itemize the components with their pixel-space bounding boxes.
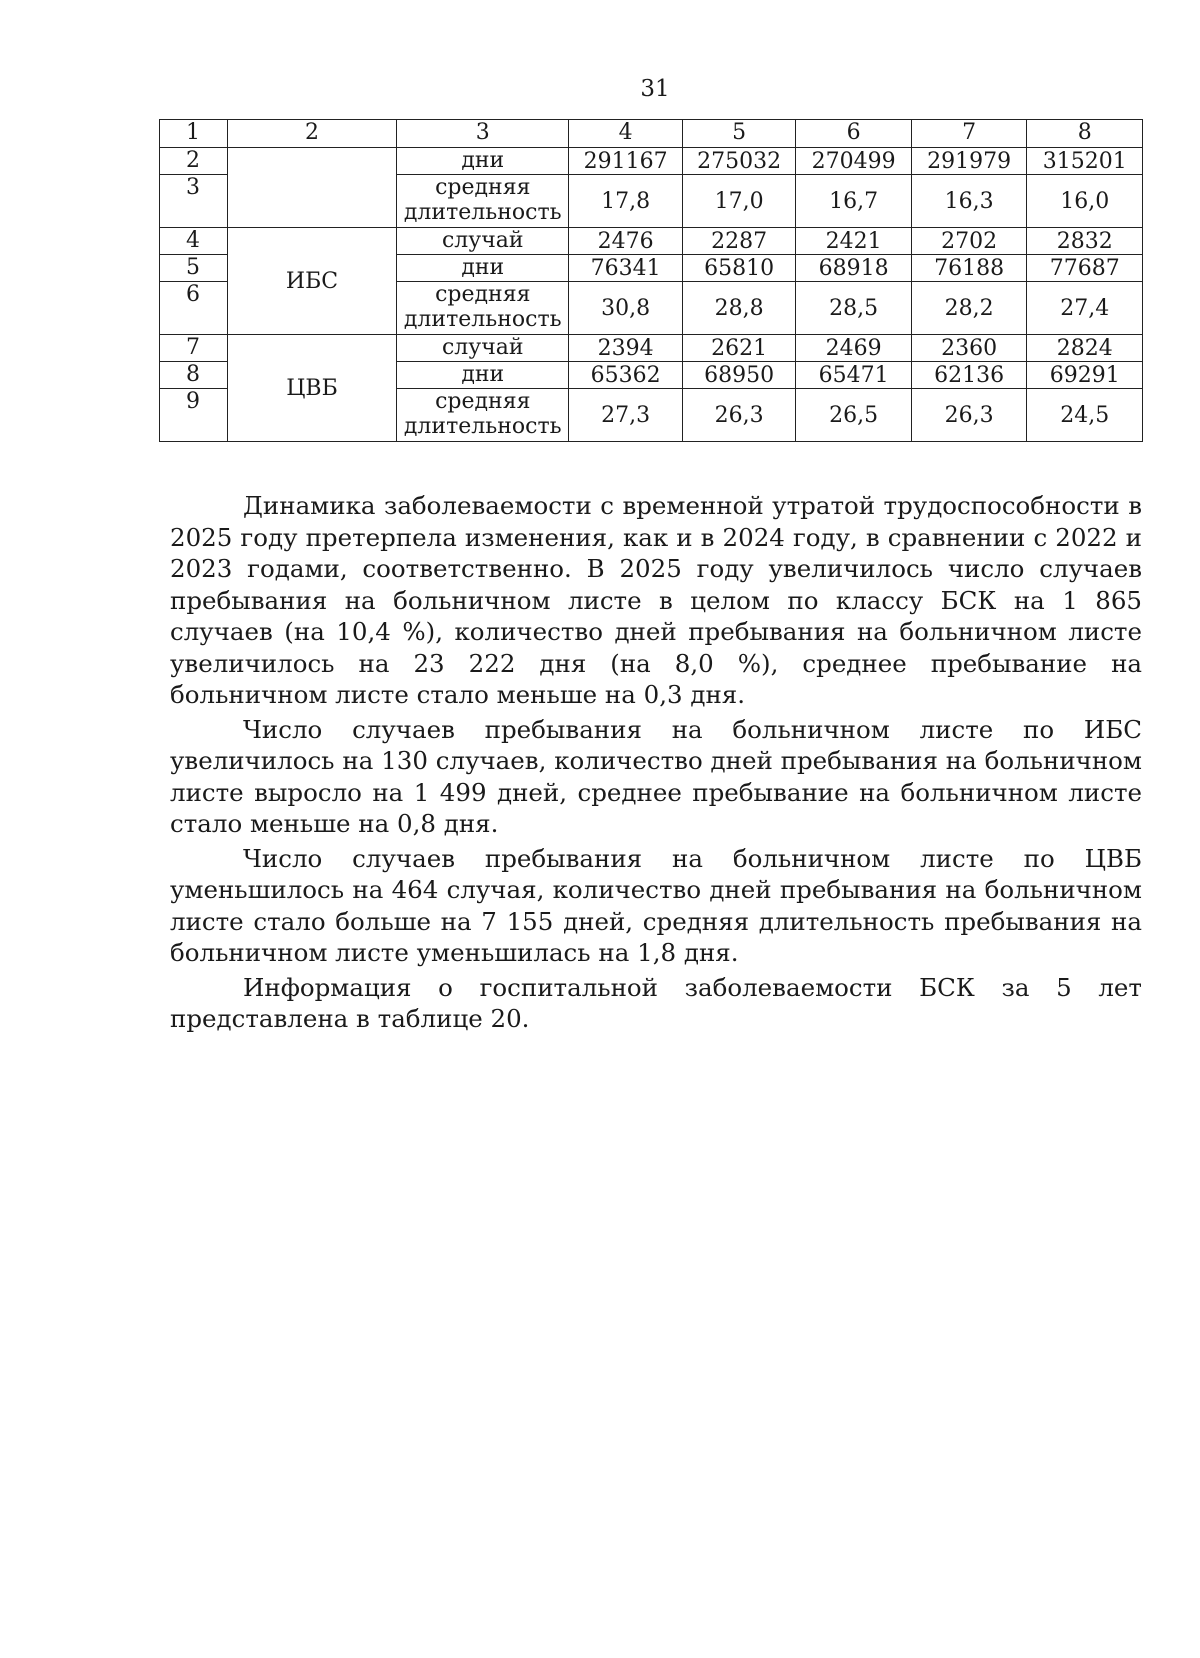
paragraph: Динамика заболеваемости с временной утратой трудоспособности в 2025 году претерпела изменения, как и в 2024 году, в сравнении с 2022 и 2023 годами, соответственно. В 2025 году увеличилось число случаев пребывания на больничном листе в целом по классу БСК на 1 865 случаев (на 10,4 %), количество дней пребывания на больничном листе увеличилось на 23 222 дня (на 8,0 %), среднее пребывание на больничном листе стало меньше на 0,3 дня. — [170, 491, 1142, 709]
value-cell: 16,3 — [911, 175, 1027, 228]
value-cell: 62136 — [911, 362, 1027, 389]
indicator-label-line: длительность — [403, 414, 562, 439]
value-cell: 26,5 — [796, 389, 912, 442]
value-cell: 28,2 — [911, 282, 1027, 335]
row-number: 2 — [160, 148, 228, 175]
value-cell: 2832 — [1027, 228, 1143, 255]
indicator-label — [397, 175, 569, 228]
indicator-label — [397, 148, 569, 175]
value-cell: 2702 — [911, 228, 1027, 255]
row-number: 4 — [160, 228, 228, 255]
value-cell: 69291 — [1027, 362, 1143, 389]
column-header: 4 — [569, 120, 683, 148]
value-cell: 270499 — [796, 148, 912, 175]
value-cell: 26,3 — [682, 389, 796, 442]
value-cell: 2476 — [569, 228, 683, 255]
column-header: 5 — [682, 120, 796, 148]
value-cell: 2824 — [1027, 335, 1143, 362]
paragraph: Число случаев пребывания на больничном листе по ИБС увеличилось на 130 случаев, количество дней пребывания на больничном листе выросло на 1 499 дней, среднее пребывание на больничном листе стало меньше на 0,8 дня. — [170, 714, 1142, 838]
indicator-label — [397, 228, 569, 255]
indicator-label — [397, 282, 569, 335]
value-cell: 24,5 — [1027, 389, 1143, 442]
value-cell: 16,7 — [796, 175, 912, 228]
page-number: 31 — [640, 76, 670, 102]
value-cell: 76341 — [569, 255, 683, 282]
value-cell: 68950 — [682, 362, 796, 389]
value-cell: 2469 — [796, 335, 912, 362]
paragraph: Информация о госпитальной заболеваемости БСК за 5 лет представлена в таблице 20. — [170, 972, 1142, 1033]
value-cell: 65810 — [682, 255, 796, 282]
table-row — [160, 335, 1143, 362]
table-row — [160, 228, 1143, 255]
row-number: 9 — [160, 389, 228, 442]
row-number: 3 — [160, 175, 228, 228]
column-header: 6 — [796, 120, 912, 148]
value-cell: 291167 — [569, 148, 683, 175]
column-header: 7 — [911, 120, 1027, 148]
value-cell: 27,3 — [569, 389, 683, 442]
value-cell: 17,8 — [569, 175, 683, 228]
indicator-label-line: длительность — [403, 200, 562, 225]
value-cell: 28,5 — [796, 282, 912, 335]
indicator-label — [397, 255, 569, 282]
value-cell: 2360 — [911, 335, 1027, 362]
indicator-label-line: дни — [461, 255, 505, 280]
indicator-label-line: средняя — [435, 175, 531, 200]
indicator-label-line: дни — [461, 148, 505, 173]
value-cell: 315201 — [1027, 148, 1143, 175]
indicator-label-line: дни — [461, 362, 505, 387]
value-cell: 76188 — [911, 255, 1027, 282]
indicator-label-line: средняя — [435, 282, 531, 307]
value-cell: 291979 — [911, 148, 1027, 175]
row-number: 7 — [160, 335, 228, 362]
paragraph: Число случаев пребывания на больничном листе по ЦВБ уменьшилось на 464 случая, количество дней пребывания на больничном листе стало больше на 7 155 дней, средняя длительность пребывания на больничном листе уменьшилась на 1,8 дня. — [170, 843, 1142, 967]
value-cell: 2421 — [796, 228, 912, 255]
body-text — [170, 490, 1142, 1035]
indicator-label-line: средняя — [435, 389, 531, 414]
table-row — [160, 148, 1143, 175]
group-name: ИБС — [227, 228, 396, 335]
value-cell: 26,3 — [911, 389, 1027, 442]
indicator-label-line: длительность — [403, 307, 562, 332]
indicator-label-line: случай — [441, 228, 524, 253]
value-cell: 16,0 — [1027, 175, 1143, 228]
row-number: 5 — [160, 255, 228, 282]
indicator-label — [397, 335, 569, 362]
indicator-label — [397, 362, 569, 389]
indicator-label — [397, 389, 569, 442]
value-cell: 2394 — [569, 335, 683, 362]
value-cell: 68918 — [796, 255, 912, 282]
value-cell: 65471 — [796, 362, 912, 389]
value-cell: 30,8 — [569, 282, 683, 335]
value-cell: 77687 — [1027, 255, 1143, 282]
value-cell: 27,4 — [1027, 282, 1143, 335]
group-name — [227, 148, 396, 228]
value-cell: 28,8 — [682, 282, 796, 335]
morbidity-table — [159, 119, 1143, 442]
value-cell: 275032 — [682, 148, 796, 175]
column-header: 3 — [397, 120, 569, 148]
column-header: 1 — [160, 120, 228, 148]
table-header-row — [160, 120, 1143, 148]
value-cell: 2287 — [682, 228, 796, 255]
group-name: ЦВБ — [227, 335, 396, 442]
value-cell: 17,0 — [682, 175, 796, 228]
column-header: 8 — [1027, 120, 1143, 148]
row-number: 6 — [160, 282, 228, 335]
value-cell: 2621 — [682, 335, 796, 362]
row-number: 8 — [160, 362, 228, 389]
indicator-label-line: случай — [441, 335, 524, 360]
value-cell: 65362 — [569, 362, 683, 389]
column-header: 2 — [227, 120, 396, 148]
